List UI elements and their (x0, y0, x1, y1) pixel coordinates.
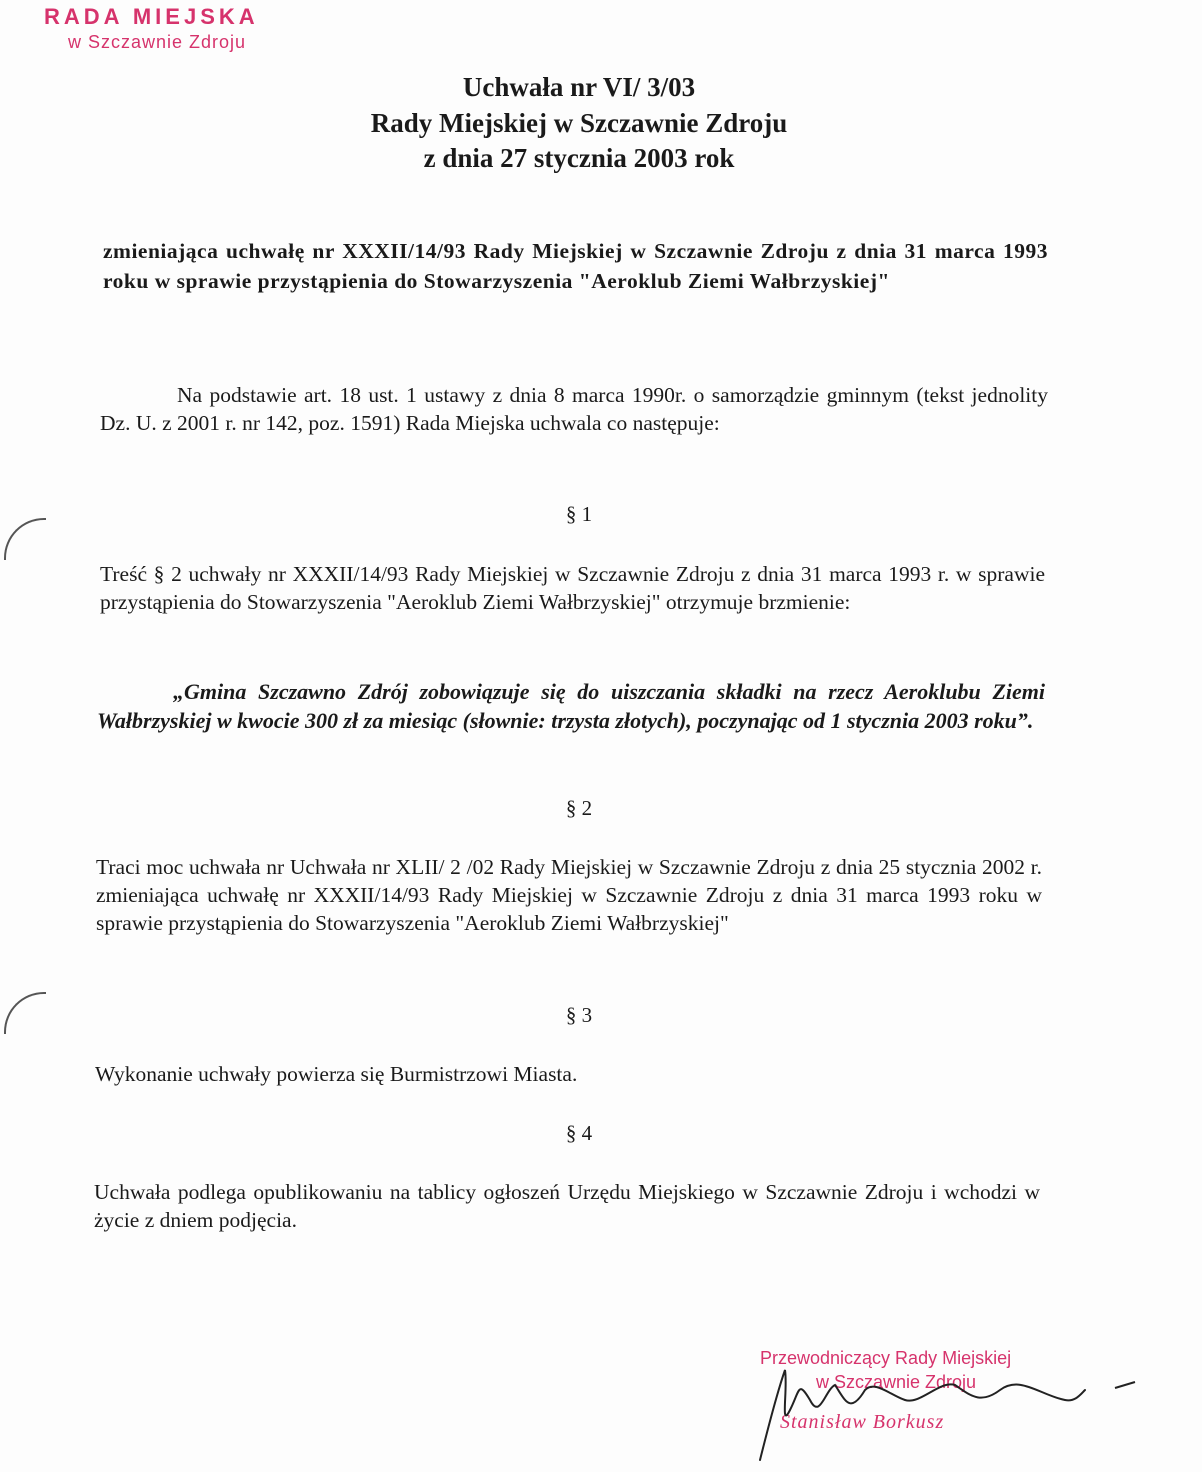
section-3-heading: § 3 (565, 1003, 593, 1027)
legal-basis: Na podstawie art. 18 ust. 1 ustawy z dnia 8 marca 1990r. o samorządzie gminnym (tekst jednolity Dz. U. z 2001 r. nr 142, poz. 1591) Rada Miejska uchwala co następuje: (100, 383, 1048, 435)
section-2-text: Traci moc uchwała nr Uchwała nr XLII/ 2 /02 Rady Miejskiej w Szczawnie Zdroju z dnia 25 stycznia 2002 r. zmieniająca uchwałę nr XXXII/14/93 Rady Miejskiej w Szczawnie Zdroju z dnia 31 marca 1993 roku w sprawie przystąpienia do Stowarzyszenia "Aeroklub Ziemi Wałbrzyskiej" (96, 855, 1042, 935)
section-1-text: Treść § 2 uchwały nr XXXII/14/93 Rady Miejskiej w Szczawnie Zdroju z dnia 31 marca 1993 r. w sprawie przystąpienia do Stowarzyszenia "Aeroklub Ziemi Wałbrzyskiej" otrzymuje brzmienie: (100, 562, 1045, 614)
chairman-name: Stanisław Borkusz (780, 1411, 945, 1433)
stamp-line-2: w Szczawnie Zdroju (68, 32, 247, 52)
section-4-text: Uchwała podlega opublikowaniu na tablicy ogłoszeń Urzędu Miejskiego w Szczawnie Zdroju i wchodzi w życie z dniem podjęcia. (94, 1180, 1040, 1232)
section-4-heading: § 4 (565, 1121, 593, 1145)
section-2-heading: § 2 (565, 796, 593, 820)
section-1-heading: § 1 (565, 502, 593, 526)
resolution-number: Uchwała nr VI/ 3/03 (462, 72, 696, 102)
resolution-council: Rady Miejskiej w Szczawnie Zdroju (370, 108, 788, 138)
chairman-stamp-line-2: w Szczawnie Zdroju (816, 1372, 977, 1392)
handwritten-signature (740, 1350, 1140, 1470)
chairman-stamp-line-1: Przewodniczący Rady Miejskiej (760, 1348, 1012, 1368)
section-1-quote: „Gmina Szczawno Zdrój zobowiązuje się do uiszczania składki na rzecz Aeroklubu Ziemi Wałbrzyskiej w kwocie 300 zł za miesiąc (słownie: trzysta złotych), poczynając od 1 stycznia 2003 roku”. (97, 679, 1045, 733)
section-3-text: Wykonanie uchwały powierza się Burmistrzowi Miasta. (95, 1062, 578, 1086)
resolution-subject: zmieniająca uchwałę nr XXXII/14/93 Rady Miejskiej w Szczawnie Zdroju z dnia 31 marca 1993 roku w sprawie przystąpienia do Stowarzyszenia "Aeroklub Ziemi Wałbrzyskiej" (103, 239, 1048, 293)
resolution-date: z dnia 27 stycznia 2003 rok (423, 143, 735, 173)
council-header-stamp (44, 4, 259, 53)
stamp-line-1: RADA MIEJSKA (44, 4, 259, 29)
